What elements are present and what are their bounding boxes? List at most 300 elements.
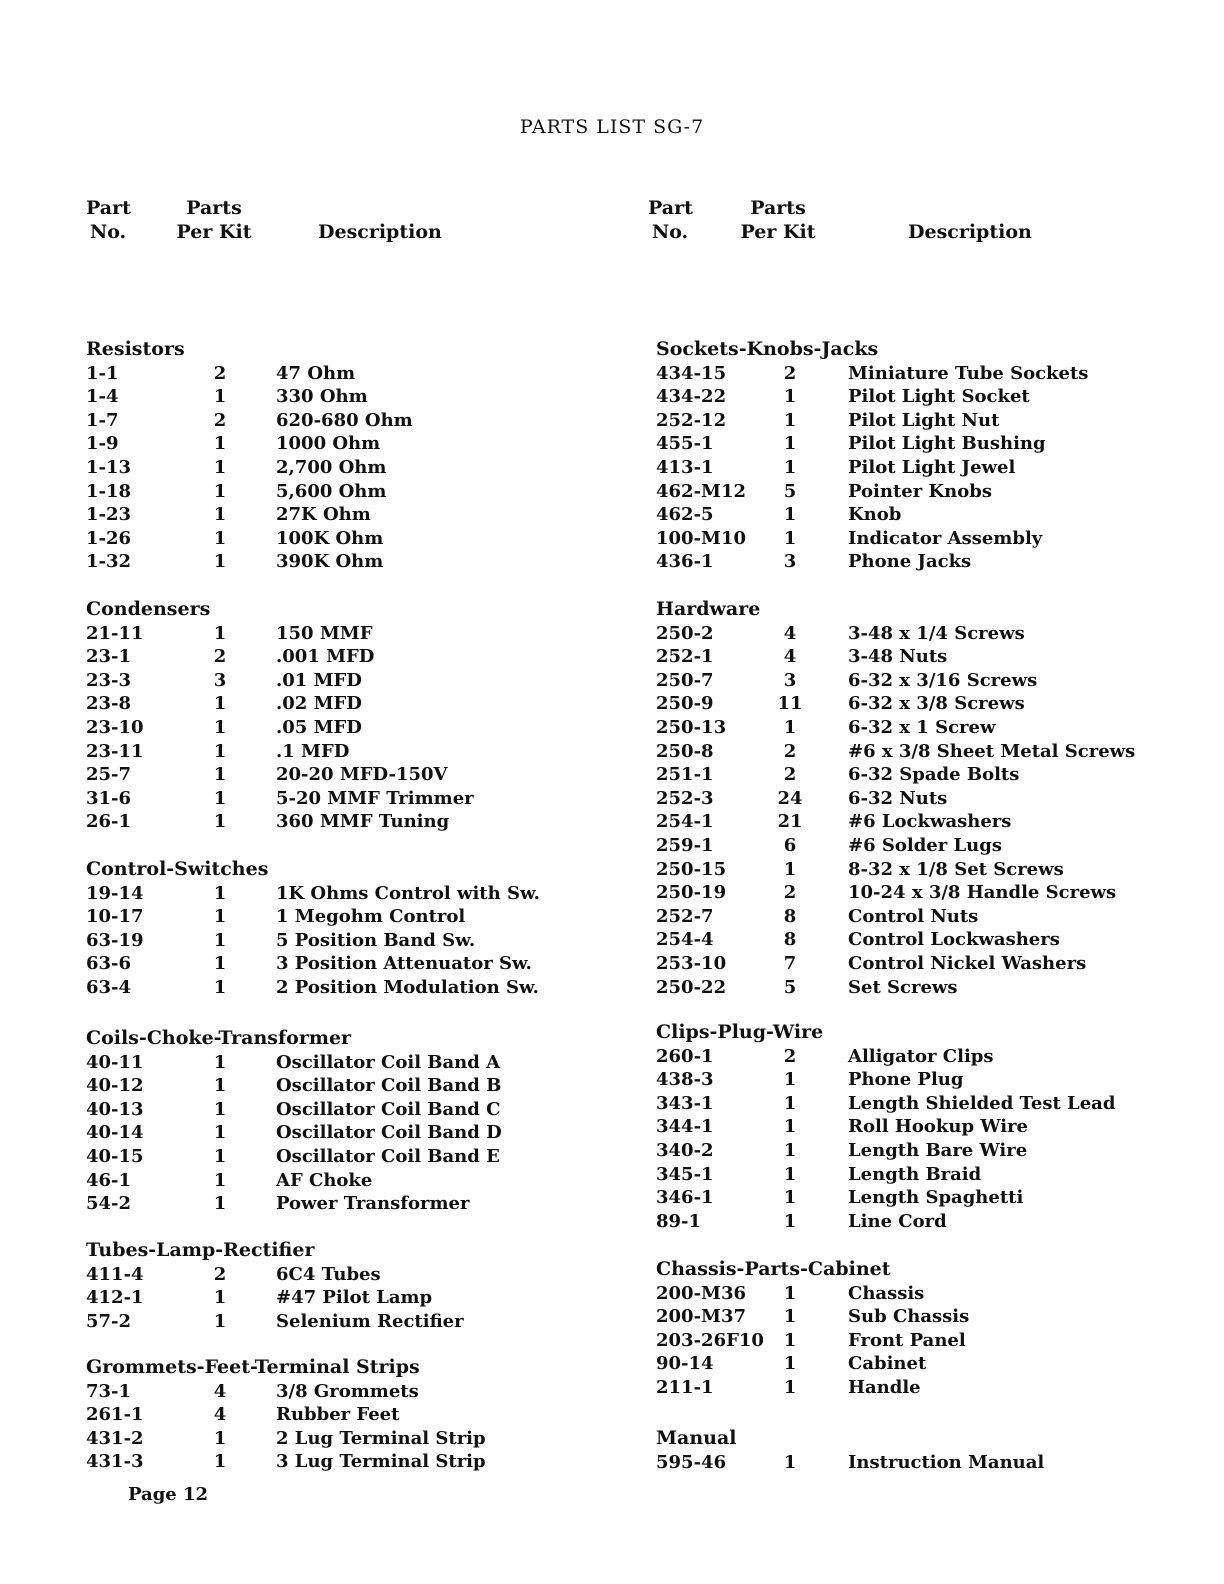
part-description: 6C4 Tubes xyxy=(276,1263,381,1285)
parts-per-kit: 1 xyxy=(213,1427,227,1449)
parts-per-kit: 1 xyxy=(213,456,227,478)
parts-per-kit: 2 xyxy=(213,1263,227,1285)
parts-row xyxy=(86,527,626,551)
parts-row xyxy=(86,1286,626,1310)
part-number: 251-1 xyxy=(656,764,714,786)
part-description: 20-20 MFD-150V xyxy=(276,764,448,786)
parts-row xyxy=(656,456,1196,480)
parts-per-kit: 1 xyxy=(213,693,227,715)
section-title: Sockets-Knobs-Jacks xyxy=(656,338,879,360)
parts-per-kit: 1 xyxy=(213,976,227,998)
part-number: 46-1 xyxy=(86,1169,132,1191)
parts-per-kit: 4 xyxy=(783,622,797,644)
parts-per-kit: 1 xyxy=(213,1193,227,1215)
part-description: Oscillator Coil Band A xyxy=(276,1051,501,1073)
parts-per-kit: 1 xyxy=(783,1069,797,1091)
part-description: .05 MFD xyxy=(276,716,362,738)
part-description: 10-24 x 3/8 Handle Screws xyxy=(848,882,1117,904)
part-number: 254-1 xyxy=(656,811,714,833)
part-description: Miniature Tube Sockets xyxy=(848,362,1089,384)
parts-per-kit: 1 xyxy=(213,504,227,526)
part-description: 330 Ohm xyxy=(276,386,368,408)
part-description: Pointer Knobs xyxy=(848,480,992,502)
part-number: 250-15 xyxy=(656,858,727,880)
part-number: 19-14 xyxy=(86,882,144,904)
parts-row xyxy=(656,810,1196,834)
part-description: #6 Lockwashers xyxy=(848,811,1012,833)
part-description: Roll Hookup Wire xyxy=(848,1116,1029,1138)
part-description: 3-48 Nuts xyxy=(848,646,948,668)
part-description: 5 Position Band Sw. xyxy=(276,929,476,951)
part-number: 438-3 xyxy=(656,1069,714,1091)
parts-row xyxy=(656,550,1196,574)
header-per-kit-line2: Per Kit xyxy=(176,221,252,243)
section-control-switches xyxy=(86,858,626,1000)
header-per-kit xyxy=(738,196,818,244)
part-description: 2 Position Modulation Sw. xyxy=(276,976,539,998)
part-description: 3 Lug Terminal Strip xyxy=(276,1451,486,1473)
part-description: Sub Chassis xyxy=(848,1306,970,1328)
parts-row xyxy=(656,928,1196,952)
parts-per-kit: 1 xyxy=(783,409,797,431)
parts-per-kit: 1 xyxy=(213,1098,227,1120)
part-description: Phone Plug xyxy=(848,1069,964,1091)
parts-row xyxy=(656,1352,1196,1376)
part-description: Indicator Assembly xyxy=(848,527,1043,549)
part-description: 47 Ohm xyxy=(276,362,356,384)
part-number: 252-1 xyxy=(656,646,714,668)
part-number: 1-18 xyxy=(86,480,132,502)
part-description: Control Lockwashers xyxy=(848,929,1060,951)
header-part-no-line2: No. xyxy=(89,221,127,243)
parts-row xyxy=(656,1163,1196,1187)
parts-per-kit: 1 xyxy=(213,386,227,408)
parts-per-kit: 1 xyxy=(213,551,227,573)
parts-row xyxy=(656,976,1196,1000)
parts-row xyxy=(656,1376,1196,1400)
section-title: Chassis-Parts-Cabinet xyxy=(656,1258,891,1280)
parts-column-right xyxy=(648,196,1196,1473)
parts-row xyxy=(86,1145,626,1169)
parts-row xyxy=(86,622,626,646)
part-number: 63-19 xyxy=(86,929,144,951)
parts-per-kit: 1 xyxy=(783,1210,797,1232)
part-description: Oscillator Coil Band D xyxy=(276,1122,502,1144)
part-description: Knob xyxy=(848,504,902,526)
parts-per-kit: 1 xyxy=(213,1287,227,1309)
part-number: 40-12 xyxy=(86,1075,144,1097)
part-number: 21-11 xyxy=(86,622,144,644)
part-number: 40-13 xyxy=(86,1098,144,1120)
parts-per-kit: 4 xyxy=(213,1404,227,1426)
parts-per-kit: 1 xyxy=(213,1451,227,1473)
part-number: 436-1 xyxy=(656,551,714,573)
part-description: Pilot Light Jewel xyxy=(848,456,1016,478)
part-number: 57-2 xyxy=(86,1310,132,1332)
part-number: 1-1 xyxy=(86,362,119,384)
part-description: Phone Jacks xyxy=(848,551,972,573)
part-number: 250-9 xyxy=(656,693,714,715)
part-number: 343-1 xyxy=(656,1092,714,1114)
part-number: 344-1 xyxy=(656,1116,714,1138)
parts-per-kit: 24 xyxy=(777,787,803,809)
part-description: 3-48 x 1/4 Screws xyxy=(848,622,1025,644)
part-description: 1K Ohms Control with Sw. xyxy=(276,882,540,904)
part-description: 150 MMF xyxy=(276,622,373,644)
parts-row xyxy=(656,385,1196,409)
parts-row xyxy=(86,409,626,433)
parts-row xyxy=(656,1186,1196,1210)
part-description: #6 x 3/8 Sheet Metal Screws xyxy=(848,740,1136,762)
parts-row xyxy=(86,432,626,456)
parts-row xyxy=(86,480,626,504)
header-part-no xyxy=(86,196,130,244)
part-number: 260-1 xyxy=(656,1045,714,1067)
parts-row xyxy=(86,1427,626,1451)
part-number: 345-1 xyxy=(656,1163,714,1185)
part-number: 250-7 xyxy=(656,669,714,691)
part-number: 261-1 xyxy=(86,1404,144,1426)
parts-per-kit: 1 xyxy=(213,811,227,833)
parts-row xyxy=(86,692,626,716)
part-number: 211-1 xyxy=(656,1376,714,1398)
part-description: Handle xyxy=(848,1376,921,1398)
part-number: 1-13 xyxy=(86,456,132,478)
parts-per-kit: 6 xyxy=(783,834,797,856)
section-manual xyxy=(656,1427,1196,1474)
parts-per-kit: 2 xyxy=(783,1045,797,1067)
part-number: 25-7 xyxy=(86,764,132,786)
part-number: 252-12 xyxy=(656,409,727,431)
parts-per-kit: 1 xyxy=(783,1376,797,1398)
part-description: 5,600 Ohm xyxy=(276,480,387,502)
section-title: Hardware xyxy=(656,598,761,620)
part-number: 1-32 xyxy=(86,551,132,573)
parts-column-left xyxy=(86,196,626,1473)
parts-per-kit: 1 xyxy=(783,433,797,455)
parts-row xyxy=(656,480,1196,504)
section-hardware xyxy=(656,598,1196,999)
part-number: 23-10 xyxy=(86,716,144,738)
part-description: Cabinet xyxy=(848,1353,927,1375)
part-number: 250-13 xyxy=(656,716,727,738)
part-number: 31-6 xyxy=(86,787,132,809)
part-description: 1000 Ohm xyxy=(276,433,381,455)
parts-row xyxy=(86,1263,626,1287)
parts-per-kit: 1 xyxy=(213,740,227,762)
parts-row xyxy=(86,1051,626,1075)
part-number: 253-10 xyxy=(656,952,727,974)
part-description: 3/8 Grommets xyxy=(276,1380,419,1402)
part-number: 340-2 xyxy=(656,1139,714,1161)
part-description: Selenium Rectifier xyxy=(276,1310,464,1332)
parts-row xyxy=(656,409,1196,433)
parts-per-kit: 3 xyxy=(783,669,797,691)
part-number: 63-6 xyxy=(86,953,132,975)
section-sockets-knobs-jacks xyxy=(656,338,1196,574)
parts-row xyxy=(656,1282,1196,1306)
parts-per-kit: 2 xyxy=(783,740,797,762)
part-number: 254-4 xyxy=(656,929,714,951)
parts-row xyxy=(656,1139,1196,1163)
part-number: 595-46 xyxy=(656,1451,727,1473)
parts-per-kit: 1 xyxy=(783,504,797,526)
parts-row xyxy=(86,763,626,787)
parts-row xyxy=(656,1092,1196,1116)
part-number: 252-3 xyxy=(656,787,714,809)
parts-per-kit: 1 xyxy=(783,386,797,408)
part-description: 2 Lug Terminal Strip xyxy=(276,1427,486,1449)
part-number: 89-1 xyxy=(656,1210,702,1232)
parts-per-kit: 1 xyxy=(783,456,797,478)
parts-per-kit: 2 xyxy=(213,409,227,431)
parts-per-kit: 2 xyxy=(783,362,797,384)
part-number: 413-1 xyxy=(656,456,714,478)
parts-row xyxy=(656,669,1196,693)
section-resistors xyxy=(86,338,626,574)
part-description: Set Screws xyxy=(848,976,958,998)
part-number: 250-8 xyxy=(656,740,714,762)
parts-per-kit: 5 xyxy=(783,480,797,502)
parts-row xyxy=(86,716,626,740)
parts-row xyxy=(86,1169,626,1193)
parts-row xyxy=(86,929,626,953)
part-description: #47 Pilot Lamp xyxy=(276,1287,433,1309)
part-number: 434-22 xyxy=(656,386,727,408)
part-number: 23-1 xyxy=(86,646,132,668)
parts-per-kit: 1 xyxy=(213,1145,227,1167)
part-description: Pilot Light Nut xyxy=(848,409,1000,431)
header-part-no-line1: Part xyxy=(86,197,131,219)
parts-row xyxy=(86,1380,626,1404)
section-title: Manual xyxy=(656,1427,737,1449)
parts-per-kit: 2 xyxy=(783,882,797,904)
part-number: 259-1 xyxy=(656,834,714,856)
parts-per-kit: 8 xyxy=(783,929,797,951)
parts-row xyxy=(86,810,626,834)
parts-row xyxy=(86,550,626,574)
part-number: 431-2 xyxy=(86,1427,144,1449)
parts-row xyxy=(86,669,626,693)
parts-per-kit: 3 xyxy=(213,669,227,691)
section-clips-plug-wire xyxy=(656,1021,1196,1233)
parts-per-kit: 1 xyxy=(213,527,227,549)
parts-row xyxy=(86,1403,626,1427)
part-description: 6-32 x 1 Screw xyxy=(848,716,996,738)
part-number: 203-26F10 xyxy=(656,1329,764,1351)
section-title: Control-Switches xyxy=(86,858,269,880)
part-number: 26-1 xyxy=(86,811,132,833)
parts-row xyxy=(656,716,1196,740)
header-per-kit-line1: Parts xyxy=(186,197,242,219)
header-part-no-line2: No. xyxy=(651,221,689,243)
part-description: 2,700 Ohm xyxy=(276,456,387,478)
part-number: 10-17 xyxy=(86,906,144,928)
parts-row xyxy=(656,1329,1196,1353)
part-description: Alligator Clips xyxy=(848,1045,994,1067)
parts-row xyxy=(656,1115,1196,1139)
parts-per-kit: 1 xyxy=(783,1116,797,1138)
header-per-kit-line1: Parts xyxy=(750,197,806,219)
parts-per-kit: 1 xyxy=(783,1163,797,1185)
page-number: Page 12 xyxy=(128,1484,209,1505)
parts-row xyxy=(86,456,626,480)
part-number: 250-2 xyxy=(656,622,714,644)
column-header xyxy=(648,196,1196,252)
parts-row xyxy=(86,882,626,906)
part-number: 1-4 xyxy=(86,386,119,408)
parts-per-kit: 1 xyxy=(213,1122,227,1144)
part-number: 73-1 xyxy=(86,1380,132,1402)
parts-row xyxy=(656,740,1196,764)
parts-row xyxy=(86,1450,626,1474)
header-part-no-line1: Part xyxy=(648,197,693,219)
parts-per-kit: 1 xyxy=(213,1169,227,1191)
parts-row xyxy=(86,1192,626,1216)
part-number: 412-1 xyxy=(86,1287,144,1309)
header-per-kit-line2: Per Kit xyxy=(740,221,816,243)
parts-row xyxy=(656,905,1196,929)
part-description: Length Bare Wire xyxy=(848,1139,1028,1161)
part-description: Oscillator Coil Band E xyxy=(276,1145,500,1167)
parts-per-kit: 1 xyxy=(213,480,227,502)
parts-per-kit: 11 xyxy=(777,693,803,715)
parts-per-kit: 1 xyxy=(783,1282,797,1304)
parts-per-kit: 1 xyxy=(783,1329,797,1351)
part-description: Oscillator Coil Band C xyxy=(276,1098,501,1120)
part-description: .1 MFD xyxy=(276,740,350,762)
parts-row xyxy=(656,1068,1196,1092)
section-title: Clips-Plug-Wire xyxy=(656,1021,824,1043)
parts-row xyxy=(656,527,1196,551)
section-condensers xyxy=(86,598,626,834)
part-description: Length Braid xyxy=(848,1163,982,1185)
parts-row xyxy=(86,1074,626,1098)
parts-per-kit: 1 xyxy=(213,716,227,738)
parts-per-kit: 1 xyxy=(213,787,227,809)
part-description: Line Cord xyxy=(848,1210,947,1232)
parts-row xyxy=(86,952,626,976)
parts-row xyxy=(656,1045,1196,1069)
section-title: Resistors xyxy=(86,338,185,360)
parts-row xyxy=(86,645,626,669)
parts-per-kit: 4 xyxy=(783,646,797,668)
part-description: Rubber Feet xyxy=(276,1404,400,1426)
part-description: Length Spaghetti xyxy=(848,1187,1024,1209)
part-description: Control Nuts xyxy=(848,905,979,927)
part-number: 462-5 xyxy=(656,504,714,526)
part-description: Pilot Light Bushing xyxy=(848,433,1046,455)
part-description: 6-32 Nuts xyxy=(848,787,948,809)
part-description: 3 Position Attenuator Sw. xyxy=(276,953,532,975)
parts-per-kit: 1 xyxy=(213,764,227,786)
parts-per-kit: 5 xyxy=(783,976,797,998)
part-description: 390K Ohm xyxy=(276,551,384,573)
parts-per-kit: 1 xyxy=(213,433,227,455)
section-tubes-lamp-rectifier xyxy=(86,1239,626,1333)
header-per-kit xyxy=(174,196,254,244)
parts-row xyxy=(656,645,1196,669)
parts-row xyxy=(656,763,1196,787)
parts-per-kit: 1 xyxy=(213,1075,227,1097)
parts-row xyxy=(656,787,1196,811)
part-number: 200-M36 xyxy=(656,1282,747,1304)
part-number: 100-M10 xyxy=(656,527,747,549)
parts-per-kit: 1 xyxy=(783,1353,797,1375)
parts-row xyxy=(86,787,626,811)
header-description: Description xyxy=(318,221,442,243)
section-coils-choke-transformer xyxy=(86,1027,626,1216)
part-number: 434-15 xyxy=(656,362,727,384)
parts-row xyxy=(656,432,1196,456)
header-description: Description xyxy=(908,221,1032,243)
part-description: 1 Megohm Control xyxy=(276,906,466,928)
part-number: 346-1 xyxy=(656,1187,714,1209)
parts-row xyxy=(656,952,1196,976)
parts-per-kit: 1 xyxy=(783,527,797,549)
part-description: 8-32 x 1/8 Set Screws xyxy=(848,858,1064,880)
part-number: 90-14 xyxy=(656,1353,714,1375)
parts-per-kit: 2 xyxy=(783,764,797,786)
page-title: PARTS LIST SG-7 xyxy=(519,116,705,138)
part-number: 54-2 xyxy=(86,1193,132,1215)
part-description: Oscillator Coil Band B xyxy=(276,1075,502,1097)
header-part-no xyxy=(648,196,692,244)
parts-row xyxy=(656,1305,1196,1329)
parts-per-kit: 21 xyxy=(777,811,803,833)
part-number: 23-8 xyxy=(86,693,132,715)
part-description: 6-32 Spade Bolts xyxy=(848,764,1020,786)
part-number: 250-19 xyxy=(656,882,727,904)
parts-per-kit: 2 xyxy=(213,646,227,668)
part-number: 462-M12 xyxy=(656,480,747,502)
section-chassis-parts-cabinet xyxy=(656,1258,1196,1400)
parts-row xyxy=(86,976,626,1000)
part-number: 252-7 xyxy=(656,905,714,927)
parts-row xyxy=(86,1121,626,1145)
part-number: 63-4 xyxy=(86,976,132,998)
parts-row xyxy=(656,622,1196,646)
part-description: 100K Ohm xyxy=(276,527,384,549)
part-number: 23-3 xyxy=(86,669,132,691)
part-description: .01 MFD xyxy=(276,669,362,691)
parts-per-kit: 7 xyxy=(783,952,797,974)
part-number: 411-4 xyxy=(86,1263,144,1285)
part-description: Power Transformer xyxy=(276,1193,470,1215)
parts-per-kit: 1 xyxy=(783,858,797,880)
parts-per-kit: 1 xyxy=(213,929,227,951)
part-description: 360 MMF Tuning xyxy=(276,811,450,833)
part-number: 1-26 xyxy=(86,527,132,549)
part-number: 40-11 xyxy=(86,1051,144,1073)
part-number: 250-22 xyxy=(656,976,727,998)
parts-per-kit: 1 xyxy=(213,1051,227,1073)
part-description: Front Panel xyxy=(848,1329,966,1351)
parts-row xyxy=(86,905,626,929)
parts-per-kit: 3 xyxy=(783,551,797,573)
parts-row xyxy=(656,362,1196,386)
part-description: 5-20 MMF Trimmer xyxy=(276,787,474,809)
parts-per-kit: 1 xyxy=(213,906,227,928)
parts-per-kit: 1 xyxy=(213,882,227,904)
part-number: 40-15 xyxy=(86,1145,144,1167)
part-number: 23-11 xyxy=(86,740,144,762)
section-title: Grommets-Feet-Terminal Strips xyxy=(86,1356,420,1378)
part-description: .001 MFD xyxy=(276,646,375,668)
parts-per-kit: 1 xyxy=(783,716,797,738)
parts-per-kit: 1 xyxy=(213,622,227,644)
part-description: .02 MFD xyxy=(276,693,362,715)
